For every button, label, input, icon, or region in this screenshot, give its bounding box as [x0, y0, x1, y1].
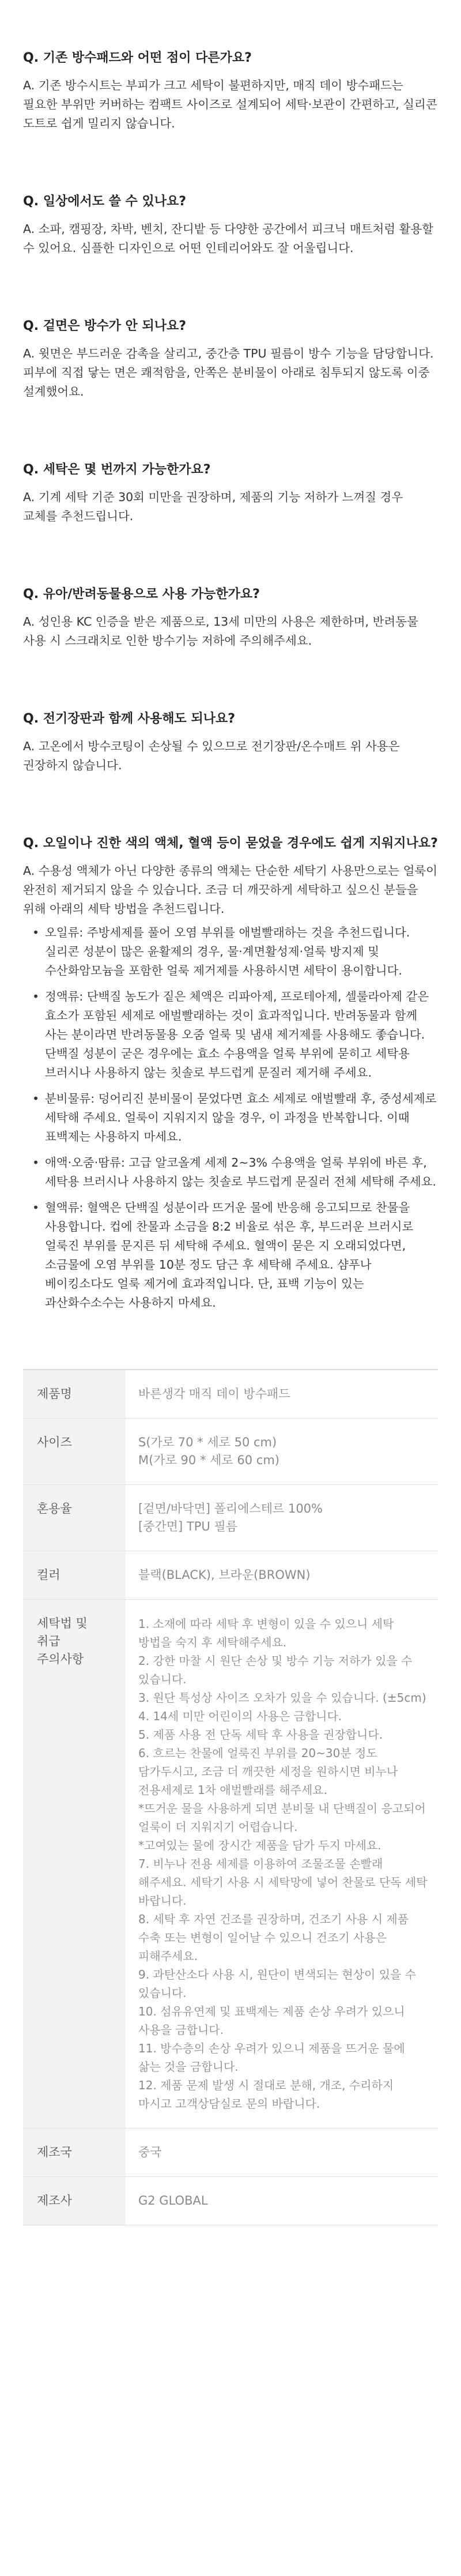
- table-row: [23, 1419, 438, 1485]
- table-row: [23, 1485, 438, 1551]
- table-row: [23, 1600, 438, 2129]
- faq-question: Q. 오일이나 진한 색의 액체, 혈액 등이 묻었을 경우에도 쉽게 지워지나요?: [23, 836, 438, 851]
- spec-value: 블랙(BLACK), 브라운(BROWN): [126, 1551, 438, 1600]
- faq-question: Q. 유아/반려동물용으로 사용 가능한가요?: [23, 587, 260, 601]
- spec-label: 제품명: [23, 1370, 126, 1419]
- list-item: • 오일류: 주방세제를 풀어 오염 부위를 애벌빨래하는 것을 추천드립니다. 실리콘 성분이 많은 윤활제의 경우, 물·계면활성제·얼룩 방지제 및 수산화암모늄을 포함한 얼룩 제거제를 사용하시면 세탁이 용이합니다.: [45, 923, 438, 980]
- spec-label: 컬러: [23, 1551, 126, 1600]
- table-row: [23, 2129, 438, 2177]
- faq-answer: A. 윗면은 부드러운 감촉을 살리고, 중간층 TPU 필름이 방수 기능을 담당합니다. 피부에 직접 닿는 면은 쾌적함을, 안쪽은 분비물이 아래로 침투되지 않도록 이중 설계했어요.: [23, 347, 434, 398]
- faq-item: [23, 258, 438, 401]
- care-instruction: 2. 강한 마찰 시 원단 손상 및 방수 기능 저하가 있을 수 있습니다.: [138, 1654, 413, 1686]
- faq-question: Q. 세탁은 몇 번까지 가능한가요?: [23, 462, 211, 477]
- size-line: M(가로 90 * 세로 60 cm): [138, 1453, 279, 1467]
- care-instruction: *고여있는 물에 장시간 제품을 담가 두지 마세요.: [138, 1838, 381, 1852]
- spec-label: 혼용율: [23, 1485, 126, 1551]
- faq-answer: A. 기계 세탁 기준 30회 미만을 권장하며, 제품의 기능 저하가 느껴질 경우 교체를 추천드립니다.: [23, 490, 403, 523]
- faq-answer: A. 고온에서 방수코팅이 손상될 수 있으므로 전기장판/온수매트 위 사용은 권장하지 않습니다.: [23, 739, 400, 772]
- faq-item: [23, 133, 438, 258]
- care-instruction: 1. 소재에 따라 세탁 후 변형이 있을 수 있으니 세탁 방법을 숙지 후 세탁해주세요.: [138, 1617, 394, 1649]
- spec-value: G2 GLOBAL: [126, 2177, 438, 2225]
- faq-item: [23, 526, 438, 650]
- table-row: [23, 1370, 438, 1419]
- care-label-line: 세탁법 및: [37, 1616, 88, 1630]
- care-instruction: 3. 원단 특성상 사이즈 오차가 있을 수 있습니다. (±5cm): [138, 1691, 426, 1705]
- faq-question: Q. 겉면은 방수가 안 되나요?: [23, 319, 186, 333]
- care-instruction: 4. 14세 미만 어린이의 사용은 금합니다.: [138, 1709, 342, 1723]
- faq-item: [23, 775, 438, 1313]
- care-instruction: 12. 제품 문제 발생 시 절대로 분해, 개조, 수리하지 마시고 고객상담실로 문의 바랍니다.: [138, 2078, 394, 2111]
- spec-value: 바른생각 매직 데이 방수패드: [126, 1370, 438, 1419]
- spec-label: 제조사: [23, 2177, 126, 2225]
- list-item: • 애액·오줌·땀류: 고급 알코올계 세제 2~3% 수용액을 얼룩 부위에 바른 후, 세탁용 브러시나 사용하지 않는 칫솔로 부드럽게 문질러 전체 세탁해 주세요.: [45, 1153, 438, 1191]
- list-item: • 정액류: 단백질 농도가 짙은 체액은 리파아제, 프로테아제, 셀룰라아제 같은 효소가 포함된 세제로 애벌빨래하는 것이 효과적입니다. 반려동물과 함께 사는 분이라면 반려동물용 오줌 얼룩 및 냄새 제거제를 사용해도 좋습니다. 단백질 성분이 굳은 경우에는 효소 수용액을 얼룩 부위에 묻히고 세탁용 브러시나 사용하지 않는 칫솔로 부드럽게 문질러 제거해 주세요.: [45, 987, 438, 1082]
- product-spec-table: [23, 1369, 438, 2225]
- care-label-line: 취급: [37, 1634, 61, 1648]
- faq-question: Q. 일상에서도 쓸 수 있나요?: [23, 194, 186, 209]
- spec-value: [126, 1419, 438, 1485]
- care-instruction: 8. 세탁 후 자연 건조를 권장하며, 건조기 사용 시 제품 수축 또는 변형이 일어날 수 있으니 건조기 사용은 피해주세요.: [138, 1912, 409, 1963]
- faq-question: Q. 기존 방수패드와 어떤 점이 다른가요?: [23, 51, 252, 65]
- table-row: [23, 1551, 438, 1600]
- spec-value: 중국: [126, 2129, 438, 2177]
- spec-label: [23, 1600, 126, 2129]
- faq-item: [23, 401, 438, 526]
- spec-label: 사이즈: [23, 1419, 126, 1485]
- list-item: • 혈액류: 혈액은 단백질 성분이라 뜨거운 물에 반응해 응고되므로 찬물을 사용합니다. 컵에 찬물과 소금을 8:2 비율로 섞은 후, 부드러운 브러시로 얼룩진 부위를 문지른 뒤 세탁해 주세요. 혈액이 묻은 지 오래되었다면, 소금물에 오염 부위를 10분 정도 담근 후 세탁해 주세요. 샴푸나 베이킹소다도 얼룩 제거에 효과적입니다. 단, 표백 기능이 있는 과산화수소수는 사용하지 마세요.: [45, 1198, 438, 1313]
- care-instruction: 7. 비누나 전용 세제를 이용하여 조물조물 손빨래 해주세요. 세탁기 사용 시 세탁망에 넣어 찬물로 단독 세탁 바랍니다.: [138, 1857, 428, 1908]
- care-instruction: *뜨거운 물을 사용하게 되면 분비물 내 단백질이 응고되어 얼룩이 더 지워지기 어렵습니다.: [138, 1802, 426, 1834]
- material-line: [중간면] TPU 필름: [138, 1520, 238, 1533]
- faq-item: [23, 650, 438, 775]
- faq-item: [23, 0, 438, 133]
- faq-answer: A. 기존 방수시트는 부피가 크고 세탁이 불편하지만, 매직 데이 방수패드는 필요한 부위만 커버하는 컴팩트 사이즈로 설계되어 세탁·보관이 간편하고, 실리콘 도트로 쉽게 밀리지 않습니다.: [23, 78, 437, 130]
- care-instruction: 9. 과탄산소다 사용 시, 원단이 변색되는 현상이 있을 수 있습니다.: [138, 1968, 417, 2000]
- care-label-line: 주의사항: [37, 1652, 84, 1666]
- material-line: [겉면/바닥면] 폴리에스테르 100%: [138, 1502, 323, 1515]
- care-instruction: 6. 흐르는 찬물에 얼룩진 부위를 20~30분 정도 담가두시고, 조금 더 깨끗한 세정을 원하시면 비누나 전용세제로 1차 애벌빨래를 해주세요.: [138, 1746, 398, 1797]
- spec-value: [126, 1600, 438, 2129]
- faq-answer: A. 소파, 캠핑장, 차박, 벤치, 잔디밭 등 다양한 공간에서 피크닉 매트처럼 활용할 수 있어요. 심플한 디자인으로 어떤 인테리어와도 잘 어울립니다.: [23, 222, 434, 255]
- care-instruction: 5. 제품 사용 전 단독 세탁 후 사용을 권장합니다.: [138, 1728, 383, 1742]
- spec-value: [126, 1485, 438, 1551]
- stain-removal-list: [23, 923, 438, 1313]
- faq-answer: A. 수용성 액체가 아닌 다양한 종류의 액체는 단순한 세탁기 사용만으로는 얼룩이 완전히 제거되지 않을 수 있습니다. 조금 더 깨끗하게 세탁하고 싶으신 분들을 위해 아래의 세탁 방법을 추천드립니다.: [23, 864, 438, 916]
- size-line: S(가로 70 * 세로 50 cm): [138, 1435, 277, 1449]
- table-row: [23, 2177, 438, 2225]
- faq-answer: A. 성인용 KC 인증을 받은 제품으로, 13세 미만의 사용은 제한하며, 반려동물 사용 시 스크래치로 인한 방수기능 저하에 주의해주세요.: [23, 615, 418, 648]
- care-instruction: 11. 방수층의 손상 우려가 있으니 제품을 뜨거운 물에 삶는 것을 금합니다.: [138, 2041, 405, 2074]
- care-instruction: 10. 섬유유연제 및 표백제는 제품 손상 우려가 있으니 사용을 금합니다.: [138, 2005, 405, 2037]
- spec-section: [0, 1369, 461, 2260]
- spec-label: 제조국: [23, 2129, 126, 2177]
- list-item: • 분비물류: 덩어리진 분비물이 묻었다면 효소 세제로 애벌빨래 후, 중성세제로 세탁해 주세요. 얼룩이 지워지지 않을 경우, 이 과정을 반복합니다. 이때 표백제는 사용하지 마세요.: [45, 1089, 438, 1146]
- faq-question: Q. 전기장판과 함께 사용해도 되나요?: [23, 712, 235, 726]
